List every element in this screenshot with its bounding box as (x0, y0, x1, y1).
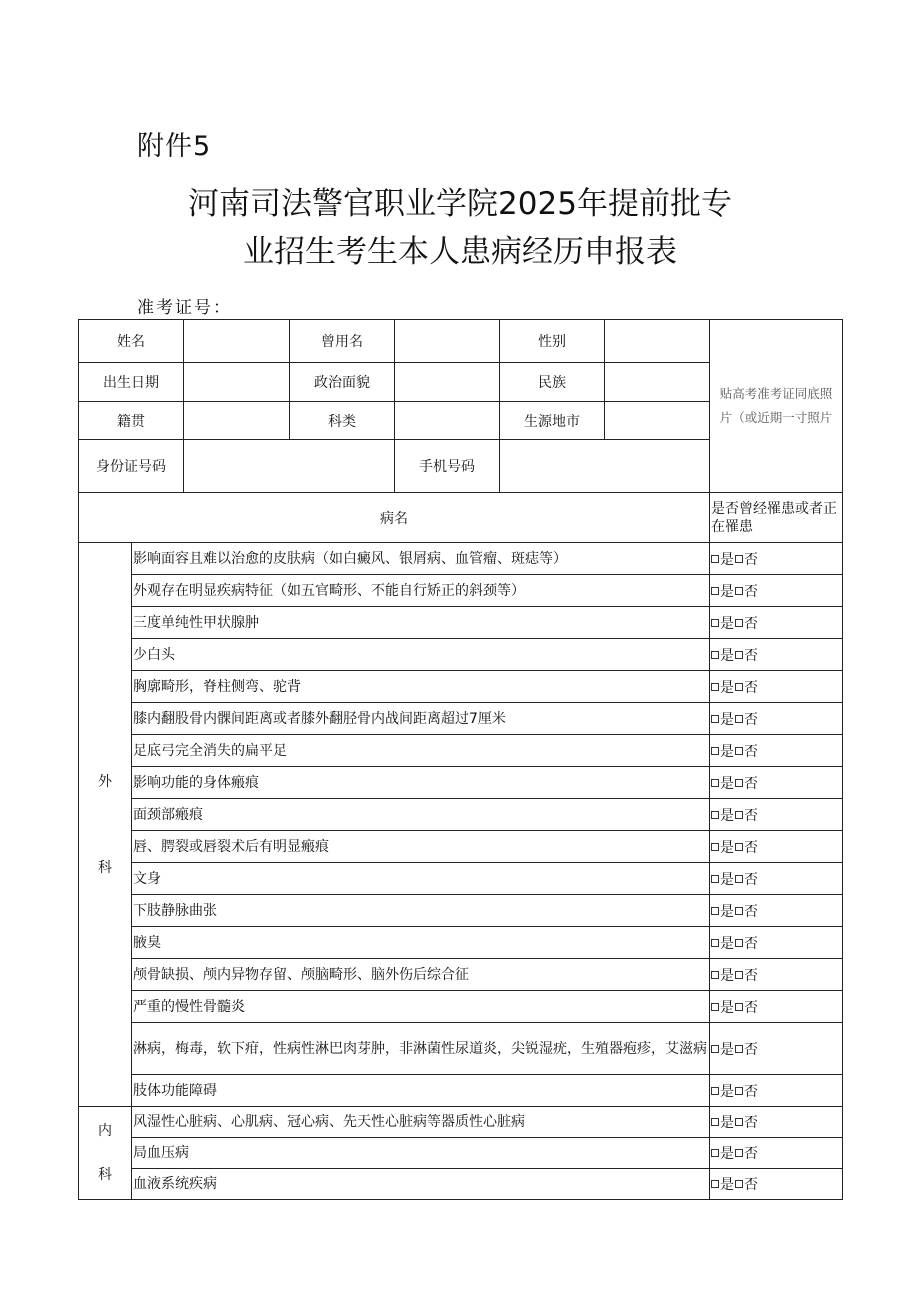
no-label: 否 (744, 967, 758, 984)
disease-row (79, 927, 843, 959)
yes-checkbox[interactable] (711, 555, 719, 563)
no-label: 否 (744, 1177, 758, 1193)
yes-no-choice (710, 1107, 843, 1138)
yes-checkbox[interactable] (711, 1149, 719, 1157)
yes-no-choice (710, 1023, 843, 1075)
yes-no-choice (710, 703, 843, 735)
yes-no-choice (710, 1138, 843, 1169)
yes-label: 是 (720, 839, 734, 856)
yes-label: 是 (720, 711, 734, 728)
disease-row (79, 1107, 843, 1138)
department-label (79, 1107, 132, 1200)
origin-city-input[interactable] (605, 402, 710, 440)
birth-date-input[interactable] (184, 363, 290, 402)
yes-no-choice (710, 575, 843, 607)
form-title-line-2: 业招生考生本人患病经历申报表 (243, 234, 677, 270)
id-number-label: 身份证号码 (79, 440, 184, 493)
disease-name: 足底弓完全消失的扁平足 (132, 735, 710, 767)
disease-row (79, 543, 843, 575)
former-name-input[interactable] (395, 320, 500, 363)
disease-name: 腋臭 (132, 927, 710, 959)
yes-label: 是 (720, 1041, 734, 1058)
no-checkbox[interactable] (735, 747, 743, 755)
disease-name: 面颈部瘢痕 (132, 799, 710, 831)
yes-checkbox[interactable] (711, 779, 719, 787)
department-label-bottom: 科 (98, 1167, 112, 1183)
yes-label: 是 (720, 1115, 734, 1131)
yes-no-choice (710, 1075, 843, 1107)
yes-checkbox[interactable] (711, 619, 719, 627)
disease-row (79, 735, 843, 767)
yes-checkbox[interactable] (711, 939, 719, 947)
disease-row (79, 863, 843, 895)
form-title-line-1: 河南司法警官职业学院2025年提前批专 (188, 186, 732, 222)
yes-label: 是 (720, 1177, 734, 1193)
yes-label: 是 (720, 551, 734, 568)
no-label: 否 (744, 999, 758, 1016)
disease-name: 胸廓畸形，脊柱侧弯、驼背 (132, 671, 710, 703)
yes-no-choice (710, 671, 843, 703)
photo-area[interactable]: 贴高考准考证同底照片（或近期一寸照片 (710, 320, 843, 493)
declaration-form-table (78, 319, 843, 1200)
disease-name: 少白头 (132, 639, 710, 671)
disease-name-header: 病名 (79, 493, 710, 543)
no-checkbox[interactable] (735, 939, 743, 947)
no-label: 否 (744, 807, 758, 824)
yes-label: 是 (720, 903, 734, 920)
yes-no-choice (710, 735, 843, 767)
no-checkbox[interactable] (735, 651, 743, 659)
yes-no-choice (710, 959, 843, 991)
no-checkbox[interactable] (735, 1045, 743, 1053)
disease-name: 下肢静脉曲张 (132, 895, 710, 927)
yes-checkbox[interactable] (711, 587, 719, 595)
yes-checkbox[interactable] (711, 907, 719, 915)
no-label: 否 (744, 743, 758, 760)
yes-checkbox[interactable] (711, 1045, 719, 1053)
no-label: 否 (744, 839, 758, 856)
yes-checkbox[interactable] (711, 971, 719, 979)
yes-label: 是 (720, 807, 734, 824)
yes-label: 是 (720, 679, 734, 696)
disease-name: 文身 (132, 863, 710, 895)
no-label: 否 (744, 647, 758, 664)
disease-row (79, 799, 843, 831)
no-checkbox[interactable] (735, 619, 743, 627)
subject-label: 科类 (290, 402, 395, 440)
no-checkbox[interactable] (735, 1180, 743, 1188)
yes-no-choice (710, 927, 843, 959)
disease-row (79, 1023, 843, 1075)
disease-name: 外观存在明显疾病特征（如五官畸形、不能自行矫正的斜颈等） (132, 575, 710, 607)
disease-row (79, 639, 843, 671)
yes-label: 是 (720, 583, 734, 600)
exam-number-label: 准考证号： (137, 298, 232, 318)
yes-label: 是 (720, 871, 734, 888)
gender-label: 性别 (500, 320, 605, 363)
no-label: 否 (744, 615, 758, 632)
disease-row (79, 767, 843, 799)
political-status-label: 政治面貌 (290, 363, 395, 402)
yes-checkbox[interactable] (711, 651, 719, 659)
yes-no-choice (710, 639, 843, 671)
yes-checkbox[interactable] (711, 1087, 719, 1095)
disease-row (79, 991, 843, 1023)
yes-label: 是 (720, 615, 734, 632)
yes-label: 是 (720, 647, 734, 664)
no-checkbox[interactable] (735, 1118, 743, 1126)
ethnicity-input[interactable] (605, 363, 710, 402)
yes-checkbox[interactable] (711, 875, 719, 883)
disease-row (79, 831, 843, 863)
yes-label: 是 (720, 967, 734, 984)
disease-name: 颅骨缺损、颅内异物存留、颅脑畸形、脑外伤后综合征 (132, 959, 710, 991)
disease-name: 肢体功能障碍 (132, 1075, 710, 1107)
political-status-input[interactable] (395, 363, 500, 402)
phone-input[interactable] (500, 440, 710, 493)
disease-row (79, 1075, 843, 1107)
no-label: 否 (744, 775, 758, 792)
disease-row (79, 607, 843, 639)
subject-input[interactable] (395, 402, 500, 440)
no-checkbox[interactable] (735, 907, 743, 915)
yes-checkbox[interactable] (711, 1118, 719, 1126)
native-place-label: 籍贯 (79, 402, 184, 440)
yes-no-choice (710, 607, 843, 639)
no-label: 否 (744, 583, 758, 600)
name-label: 姓名 (79, 320, 184, 363)
disease-name: 唇、腭裂或唇裂术后有明显瘢痕 (132, 831, 710, 863)
no-label: 否 (744, 1146, 758, 1162)
department-label-top: 外 (98, 773, 112, 790)
yes-checkbox[interactable] (711, 843, 719, 851)
birth-date-label: 出生日期 (79, 363, 184, 402)
former-name-label: 曾用名 (290, 320, 395, 363)
native-place-input[interactable] (184, 402, 290, 440)
department-label-bottom: 科 (98, 859, 112, 876)
yes-no-choice (710, 831, 843, 863)
ethnicity-label: 民族 (500, 363, 605, 402)
yes-checkbox[interactable] (711, 811, 719, 819)
yes-label: 是 (720, 935, 734, 952)
disease-name: 血液系统疾病 (132, 1169, 710, 1200)
yes-no-choice (710, 895, 843, 927)
yes-checkbox[interactable] (711, 715, 719, 723)
no-label: 否 (744, 935, 758, 952)
yes-no-choice (710, 799, 843, 831)
attachment-label: 附件5 (137, 131, 212, 162)
no-checkbox[interactable] (735, 971, 743, 979)
no-checkbox[interactable] (735, 1149, 743, 1157)
yes-label: 是 (720, 743, 734, 760)
disease-name: 影响面容且难以治愈的皮肤病（如白癜风、银屑病、血管瘤、斑痣等） (132, 543, 710, 575)
disease-row (79, 703, 843, 735)
no-label: 否 (744, 1041, 758, 1058)
yes-no-choice (710, 991, 843, 1023)
no-label: 否 (744, 903, 758, 920)
no-checkbox[interactable] (735, 683, 743, 691)
disease-name: 局血压病 (132, 1138, 710, 1169)
no-checkbox[interactable] (735, 587, 743, 595)
disease-row (79, 895, 843, 927)
yes-checkbox[interactable] (711, 683, 719, 691)
department-label-top: 内 (98, 1123, 112, 1139)
no-label: 否 (744, 871, 758, 888)
no-label: 否 (744, 1115, 758, 1131)
yes-checkbox[interactable] (711, 1003, 719, 1011)
name-input[interactable] (184, 320, 290, 363)
no-label: 否 (744, 551, 758, 568)
no-label: 否 (744, 679, 758, 696)
yes-no-choice (710, 863, 843, 895)
yes-checkbox[interactable] (711, 747, 719, 755)
department-label (79, 543, 132, 1107)
yes-label: 是 (720, 999, 734, 1016)
disease-name: 严重的慢性骨髓炎 (132, 991, 710, 1023)
disease-row (79, 575, 843, 607)
yes-checkbox[interactable] (711, 1180, 719, 1188)
disease-name: 膝内翻股骨内髁间距离或者膝外翻胫骨内战间距离超过7厘米 (132, 703, 710, 735)
phone-label: 手机号码 (395, 440, 500, 493)
no-checkbox[interactable] (735, 715, 743, 723)
disease-name: 影响功能的身体瘢痕 (132, 767, 710, 799)
gender-input[interactable] (605, 320, 710, 363)
no-label: 否 (744, 711, 758, 728)
yes-no-choice (710, 1169, 843, 1200)
id-number-input[interactable] (184, 440, 395, 493)
disease-name: 三度单纯性甲状腺肿 (132, 607, 710, 639)
yes-label: 是 (720, 1146, 734, 1162)
status-header: 是否曾经罹患或者正在罹患 (710, 493, 843, 543)
no-checkbox[interactable] (735, 843, 743, 851)
no-checkbox[interactable] (735, 1003, 743, 1011)
no-checkbox[interactable] (735, 811, 743, 819)
origin-city-label: 生源地市 (500, 402, 605, 440)
yes-label: 是 (720, 775, 734, 792)
disease-row (79, 671, 843, 703)
disease-name: 淋病，梅毒，软下疳，性病性淋巴肉芽肿，非淋菌性尿道炎，尖锐湿疣，生殖器疱疹，艾滋病 (132, 1023, 710, 1075)
yes-no-choice (710, 543, 843, 575)
yes-label: 是 (720, 1083, 734, 1100)
disease-row (79, 1138, 843, 1169)
disease-row (79, 959, 843, 991)
yes-no-choice (710, 767, 843, 799)
disease-name: 风湿性心脏病、心肌病、冠心病、先天性心脏病等器质性心脏病 (132, 1107, 710, 1138)
no-checkbox[interactable] (735, 875, 743, 883)
disease-row (79, 1169, 843, 1200)
no-label: 否 (744, 1083, 758, 1100)
no-checkbox[interactable] (735, 1087, 743, 1095)
no-checkbox[interactable] (735, 779, 743, 787)
no-checkbox[interactable] (735, 555, 743, 563)
